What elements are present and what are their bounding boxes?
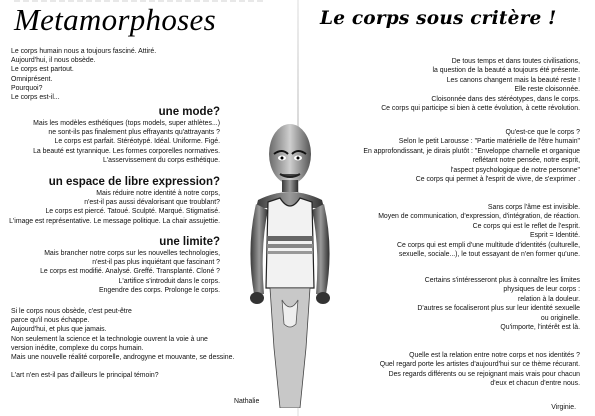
right-line: sexuelle, sociale...), le tout essayant de n'en former qu'une. [398, 251, 580, 259]
right-line: Quel regard porte les artistes d'aujourd'hui sur ce thème récurant. [379, 361, 580, 369]
section-line: Mais brancher notre corps sur les nouvelles technologies, [44, 250, 220, 257]
right-line: Sans corps l'âme est invisible. [487, 204, 580, 211]
right-line: Ce corps qui est le reflet de l'esprit. [472, 222, 580, 230]
section-line: L'artifice s'introduit dans le corps. [118, 277, 220, 285]
section-line: ne sont-ils pas finalement plus effrayants qu'attrayants ? [48, 129, 220, 137]
author-signature-virginie: Virginie. [551, 404, 576, 411]
left-page-title: Metamorphoses [14, 2, 216, 37]
section-line: L'image est représentative. Le message politique. La chair assujettie. [9, 217, 220, 225]
right-line: d'eux et chacun d'entre nous. [490, 380, 580, 388]
right-paragraph [300, 57, 580, 113]
section-line: Mais les modèles esthétiques (tops models, super athlètes...) [33, 120, 220, 127]
section-line: n'est-il pas plus inquiétant que fascinant ? [92, 259, 220, 267]
right-paragraph [300, 351, 580, 389]
right-page-title: Le corps sous critère ! [320, 8, 557, 29]
right-line: l'aspect psychologique de notre personne" [450, 166, 580, 174]
section-mode [33, 106, 220, 165]
section-limite [40, 236, 220, 295]
right-paragraph [300, 276, 580, 332]
right-line: Elle reste cloisonnée. [514, 86, 580, 94]
section-line: L'asservissement du corps esthétique. [103, 156, 220, 164]
right-line: Cloisonnée dans des stéréotypes, dans le corps. [431, 95, 580, 103]
right-line: relation à la douleur. [517, 295, 580, 303]
section-line: Mais réduire notre identité à notre corps, [96, 190, 220, 197]
right-line: Certains s'intéresseront plus à connaître les limites [424, 277, 580, 284]
section-line: Le corps est modifié. Analysé. Greffé. Transplanté. Cloné ? [40, 268, 220, 276]
right-line: Des regards différents ou se rejoignant mais vrais pour chacun [388, 370, 580, 378]
section-line: Engendre des corps. Prolonge le corps. [98, 286, 220, 294]
section-heading: une limite? [159, 236, 220, 248]
section-line: Le corps est parfait. Stéréotypé. Idéal. Uniforme. Figé. [54, 138, 220, 146]
intro-line: Pourquoi? [11, 84, 43, 92]
intro-line: Le corps est-il... [11, 94, 60, 102]
section-line: Le corps est piercé. Tatoué. Sculpté. Marqué. Stigmatisé. [45, 208, 220, 216]
author-signature-nathalie: Nathalie [234, 398, 260, 405]
right-line: De tous temps et dans toutes civilisations, [451, 58, 580, 65]
intro-line: Omniprésent. [11, 75, 53, 83]
right-line: Qu'importe, l'intérêt est là. [500, 324, 580, 332]
right-paragraph [300, 128, 580, 184]
section-heading: une mode? [158, 106, 220, 118]
right-line: Qu'est-ce que le corps ? [505, 129, 580, 136]
right-line: physiques de leur corps : [503, 286, 580, 294]
section-line: n'est-il pas aussi dévalorisant que troublant? [84, 199, 220, 207]
right-line: Selon le petit Larousse : "Partie matérielle de l'être humain" [398, 138, 580, 146]
right-line: Esprit = Identité. [530, 232, 580, 240]
section-expression [9, 176, 220, 226]
right-line: Ce corps qui est empli d'une multitude d'identités (culturelle, [396, 241, 580, 249]
right-line: Ce corps qui participe si bien à cette évolution, à cette révolution. [381, 105, 580, 113]
intro-block [11, 47, 156, 102]
outro-line: Si le corps nous obsède, c'est peut-être [11, 308, 132, 315]
right-paragraph [300, 203, 580, 259]
outro-line: Non seulement la science et la technologie ouvrent la voie à une [11, 335, 208, 343]
right-line: Ce corps qui permet à l'esprit de vivre, de s'exprimer . [415, 176, 580, 184]
outro-line: version inédite, complexe du corps humain. [11, 344, 144, 352]
right-line: la question de la beauté a toujours été présente. [432, 67, 580, 75]
section-heading: un espace de libre expression? [48, 176, 220, 188]
right-line: Moyen de communication, d'expression, d'intégration, de réaction. [378, 213, 580, 221]
intro-line: Aujourd'hui, il nous obsède. [11, 57, 96, 65]
right-line: reflétant notre pensée, notre esprit, [472, 157, 580, 165]
outro-line: Aujourd'hui, et plus que jamais. [11, 326, 107, 334]
intro-line: Le corps est partout. [11, 66, 74, 74]
right-line: Les canons changent mais la beauté reste ! [446, 76, 580, 84]
closing-question: L'art n'en est-il pas d'ailleurs le principal témoin? [11, 372, 159, 380]
right-line: D'autres se focaliseront plus sur leur identité sexuelle [417, 305, 580, 313]
outro-block [11, 307, 234, 380]
outro-line: parce qu'il nous échappe. [11, 317, 90, 325]
section-line: La beauté est tyrannique. Les formes corporelles normatives. [33, 147, 220, 155]
right-line: ou originelle. [540, 314, 580, 322]
intro-line: Le corps humain nous a toujours fasciné. Attiré. [11, 48, 157, 55]
right-line: En approfondissant, je dirais plutôt : "Enveloppe charnelle et organique [363, 147, 580, 155]
outro-line: Mais une nouvelle réalité corporelle, androgyne et mouvante, se dessine. [11, 354, 235, 362]
right-line: Quelle est la relation entre notre corps et nos identités ? [409, 352, 580, 359]
